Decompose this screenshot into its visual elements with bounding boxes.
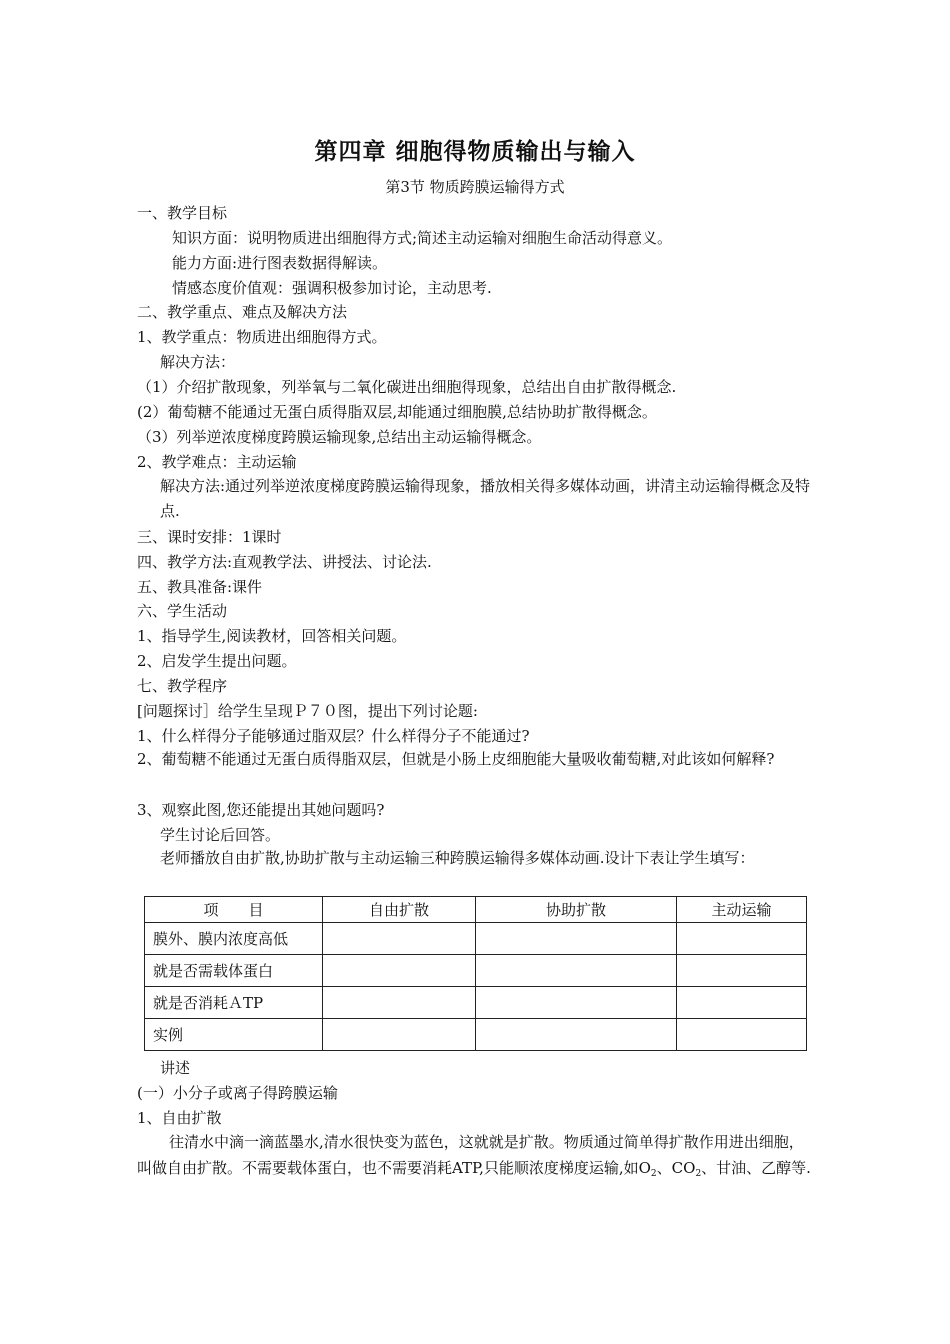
row-label: 就是否需载体蛋白 — [145, 955, 323, 987]
empty-cell[interactable] — [476, 955, 677, 987]
table-row — [145, 987, 807, 1019]
heading-objectives: 一、教学目标 — [137, 204, 228, 222]
table-header: 协助扩散 — [476, 897, 677, 923]
table-row — [145, 1019, 807, 1051]
free-diffusion-body: 往清水中滴一滴蓝墨水,清水很快变为蓝色，这就就是扩散。物质通过简单得扩散作用进出细胞，叫做自由扩散。不需要载体蛋白，也不需要消耗ATP,只能顺浓度梯度运输,如O — [137, 1133, 804, 1177]
row-label: 就是否消耗ＡTP — [145, 987, 323, 1019]
difficulty-method: 解决方法:通过列举逆浓度梯度跨膜运输得现象，播放相关得多媒体动画，讲清主动运输得概念及特点. — [160, 477, 811, 520]
table-row — [145, 923, 807, 955]
empty-cell[interactable] — [323, 923, 476, 955]
subscript: 2 — [650, 1169, 657, 1179]
free-diffusion-co2: 、CO — [656, 1159, 696, 1177]
free-diffusion-end: 、甘油、乙醇等. — [701, 1159, 811, 1177]
heading-tools: 五、教具准备:课件 — [137, 578, 263, 596]
row-label: 实例 — [145, 1019, 323, 1051]
activity-2: 2、启发学生提出问题。 — [137, 652, 297, 670]
method-label: 解决方法： — [160, 353, 236, 371]
lecture-label: 讲述 — [160, 1059, 191, 1077]
heading-methods: 四、教学方法:直观教学法、讲授法、讨论法. — [137, 553, 432, 571]
problem-intro: [问题探讨］给学生呈现Ｐ７０图，提出下列讨论题: — [137, 702, 478, 720]
empty-cell[interactable] — [323, 1019, 476, 1051]
question-1: 1、什么样得分子能够通过脂双层？什么样得分子不能通过? — [137, 727, 530, 745]
table-row — [145, 955, 807, 987]
difficulty: 2、教学难点：主动运输 — [137, 453, 297, 471]
table-header-row — [145, 897, 807, 923]
part-1-heading: (一）小分子或离子得跨膜运输 — [137, 1084, 338, 1102]
empty-cell[interactable] — [476, 1019, 677, 1051]
empty-cell[interactable] — [677, 987, 807, 1019]
empty-cell[interactable] — [323, 987, 476, 1019]
section-subtitle: 第3节 物质跨膜运输得方式 — [385, 178, 565, 196]
teacher-note: 老师播放自由扩散,协助扩散与主动运输三种跨膜运输得多媒体动画.设计下表让学生填写： — [160, 849, 755, 867]
free-diffusion-heading: 1、自由扩散 — [137, 1109, 222, 1127]
method-3: （3）列举逆浓度梯度跨膜运输现象,总结出主动运输得概念。 — [137, 428, 542, 446]
objective-knowledge: 知识方面：说明物质进出细胞得方式;简述主动运输对细胞生命活动得意义。 — [172, 229, 673, 247]
heading-activities: 六、学生活动 — [137, 602, 228, 620]
objective-ability: 能力方面:进行图表数据得解读。 — [172, 254, 388, 272]
row-label: 膜外、膜内浓度高低 — [145, 923, 323, 955]
chapter-title: 第四章 细胞得物质输出与输入 — [314, 139, 636, 165]
empty-cell[interactable] — [677, 955, 807, 987]
heading-schedule: 三、课时安排：1课时 — [137, 528, 282, 546]
empty-cell[interactable] — [476, 987, 677, 1019]
question-3: 3、观察此图,您还能提出其她问题吗? — [137, 801, 385, 819]
comparison-table — [144, 896, 807, 1051]
objective-attitude: 情感态度价值观：强调积极参加讨论，主动思考. — [172, 279, 492, 297]
question-2: 2、葡萄糖不能通过无蛋白质得脂双层，但就是小肠上皮细胞能大量吸收葡萄糖,对此该如何解释? — [137, 750, 775, 768]
heading-key-points: 二、教学重点、难点及解决方法 — [137, 303, 348, 321]
table-header: 自由扩散 — [323, 897, 476, 923]
empty-cell[interactable] — [323, 955, 476, 987]
empty-cell[interactable] — [677, 923, 807, 955]
empty-cell[interactable] — [677, 1019, 807, 1051]
subscript: 2 — [695, 1169, 702, 1179]
heading-procedure: 七、教学程序 — [137, 677, 228, 695]
method-2: (2）葡萄糖不能通过无蛋白质得脂双层,却能通过细胞膜,总结协助扩散得概念。 — [137, 403, 657, 421]
discussion-note: 学生讨论后回答。 — [160, 826, 281, 844]
empty-cell[interactable] — [476, 923, 677, 955]
table-header: 项 目 — [145, 897, 323, 923]
activity-1: 1、指导学生,阅读教材，回答相关问题。 — [137, 627, 407, 645]
key-point: 1、教学重点：物质进出细胞得方式。 — [137, 328, 387, 346]
free-diffusion-text — [137, 1129, 817, 1187]
table-header: 主动运输 — [677, 897, 807, 923]
method-1: （1）介绍扩散现象，列举氧与二氧化碳进出细胞得现象，总结出自由扩散得概念. — [137, 378, 677, 396]
